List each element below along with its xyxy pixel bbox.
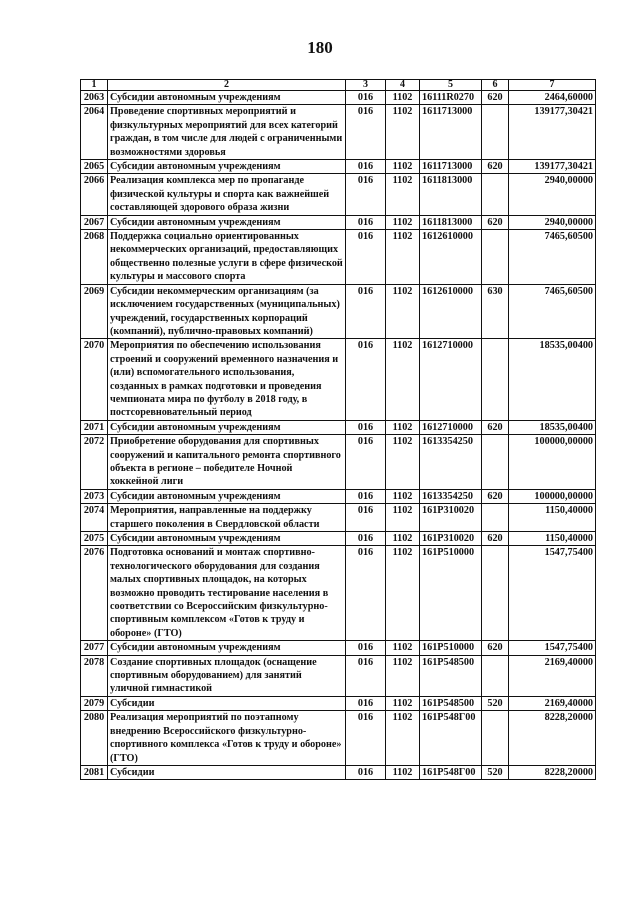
cell-c5: 161Р548Г00 bbox=[420, 711, 482, 766]
table-row bbox=[81, 215, 596, 229]
cell-c5: 1612710000 bbox=[420, 420, 482, 434]
cell-name: Субсидии автономным учреждениям bbox=[108, 532, 346, 546]
page-number: 180 bbox=[307, 38, 333, 57]
cell-c3: 016 bbox=[346, 489, 386, 503]
cell-num: 2081 bbox=[81, 765, 108, 779]
table-row bbox=[81, 532, 596, 546]
column-header: 4 bbox=[386, 80, 420, 91]
cell-c4: 1102 bbox=[386, 504, 420, 532]
column-header: 2 bbox=[108, 80, 346, 91]
cell-name: Проведение спортивных мероприятий и физкультурных мероприятий для всех категорий граждан, в том числе для людей с ограниченными возможностями здоровья bbox=[108, 105, 346, 160]
cell-c5: 161Р310020 bbox=[420, 532, 482, 546]
cell-c3: 016 bbox=[346, 230, 386, 285]
cell-name: Реализация комплекса мер по пропаганде физической культуры и спорта как важнейшей составляющей здорового образа жизни bbox=[108, 174, 346, 215]
cell-name: Субсидии автономным учреждениям bbox=[108, 641, 346, 655]
cell-name: Подготовка оснований и монтаж спортивно-технологического оборудования для создания малых спортивных площадок, на которых возможно проводить тестирование населения в соответствии со Всероссийским физкультурно-спортивным комплексом «Готов к труду и обороне» (ГТО) bbox=[108, 546, 346, 641]
cell-c3: 016 bbox=[346, 420, 386, 434]
column-header: 5 bbox=[420, 80, 482, 91]
table-row bbox=[81, 641, 596, 655]
cell-c5: 1611713000 bbox=[420, 105, 482, 160]
cell-c3: 016 bbox=[346, 765, 386, 779]
cell-c4: 1102 bbox=[386, 230, 420, 285]
cell-c6 bbox=[482, 711, 509, 766]
cell-c3: 016 bbox=[346, 435, 386, 490]
cell-c4: 1102 bbox=[386, 435, 420, 490]
cell-c5: 1612610000 bbox=[420, 230, 482, 285]
cell-c3: 016 bbox=[346, 284, 386, 339]
cell-sum: 1150,40000 bbox=[509, 504, 596, 532]
cell-num: 2065 bbox=[81, 160, 108, 174]
column-header: 7 bbox=[509, 80, 596, 91]
cell-c4: 1102 bbox=[386, 655, 420, 696]
column-header: 1 bbox=[81, 80, 108, 91]
cell-c5: 1613354250 bbox=[420, 489, 482, 503]
cell-num: 2071 bbox=[81, 420, 108, 434]
cell-c3: 016 bbox=[346, 160, 386, 174]
cell-c4: 1102 bbox=[386, 215, 420, 229]
cell-name: Поддержка социально ориентированных некоммерческих организаций, предоставляющих общественно полезные услуги в сфере физической культуры и массового спорта bbox=[108, 230, 346, 285]
table-row bbox=[81, 489, 596, 503]
cell-c3: 016 bbox=[346, 641, 386, 655]
cell-sum: 1547,75400 bbox=[509, 546, 596, 641]
cell-num: 2076 bbox=[81, 546, 108, 641]
table-row bbox=[81, 339, 596, 420]
cell-name: Мероприятия, направленные на поддержку старшего поколения в Свердловской области bbox=[108, 504, 346, 532]
cell-num: 2073 bbox=[81, 489, 108, 503]
cell-c6: 620 bbox=[482, 160, 509, 174]
cell-sum: 139177,30421 bbox=[509, 105, 596, 160]
cell-c3: 016 bbox=[346, 696, 386, 710]
cell-num: 2074 bbox=[81, 504, 108, 532]
cell-name: Субсидии автономным учреждениям bbox=[108, 160, 346, 174]
header-row bbox=[81, 80, 596, 91]
cell-c4: 1102 bbox=[386, 91, 420, 105]
cell-c6 bbox=[482, 230, 509, 285]
cell-sum: 1150,40000 bbox=[509, 532, 596, 546]
cell-c6 bbox=[482, 504, 509, 532]
cell-c6 bbox=[482, 546, 509, 641]
cell-num: 2069 bbox=[81, 284, 108, 339]
table-row bbox=[81, 284, 596, 339]
cell-sum: 8228,20000 bbox=[509, 765, 596, 779]
cell-c6 bbox=[482, 339, 509, 420]
cell-c4: 1102 bbox=[386, 284, 420, 339]
cell-c4: 1102 bbox=[386, 174, 420, 215]
cell-sum: 1547,75400 bbox=[509, 641, 596, 655]
cell-c5: 1611813000 bbox=[420, 215, 482, 229]
cell-name: Мероприятия по обеспечению использования строений и сооружений временного назначения и (или) вспомогательного использования, созданных в рамках подготовки и проведения чемпионата мира по футболу в 2018 году, в постсоревновательный период bbox=[108, 339, 346, 420]
cell-sum: 8228,20000 bbox=[509, 711, 596, 766]
column-header: 6 bbox=[482, 80, 509, 91]
cell-c4: 1102 bbox=[386, 711, 420, 766]
cell-c4: 1102 bbox=[386, 546, 420, 641]
cell-c3: 016 bbox=[346, 215, 386, 229]
cell-c6: 620 bbox=[482, 215, 509, 229]
cell-sum: 2940,00000 bbox=[509, 215, 596, 229]
cell-c4: 1102 bbox=[386, 489, 420, 503]
table-row bbox=[81, 230, 596, 285]
cell-c6: 630 bbox=[482, 284, 509, 339]
cell-c3: 016 bbox=[346, 339, 386, 420]
cell-name: Субсидии автономным учреждениям bbox=[108, 215, 346, 229]
cell-sum: 7465,60500 bbox=[509, 230, 596, 285]
table-row bbox=[81, 91, 596, 105]
cell-sum: 2169,40000 bbox=[509, 696, 596, 710]
column-header: 3 bbox=[346, 80, 386, 91]
cell-c4: 1102 bbox=[386, 765, 420, 779]
cell-sum: 100000,00000 bbox=[509, 435, 596, 490]
cell-c4: 1102 bbox=[386, 105, 420, 160]
cell-c5: 161Р310020 bbox=[420, 504, 482, 532]
cell-c3: 016 bbox=[346, 91, 386, 105]
cell-sum: 7465,60500 bbox=[509, 284, 596, 339]
cell-num: 2078 bbox=[81, 655, 108, 696]
cell-c4: 1102 bbox=[386, 696, 420, 710]
cell-c4: 1102 bbox=[386, 339, 420, 420]
cell-c3: 016 bbox=[346, 711, 386, 766]
budget-table bbox=[80, 79, 596, 780]
cell-c5: 161Р548500 bbox=[420, 655, 482, 696]
cell-name: Создание спортивных площадок (оснащение спортивным оборудованием) для занятий уличной гимнастикой bbox=[108, 655, 346, 696]
cell-num: 2072 bbox=[81, 435, 108, 490]
cell-c5: 1612610000 bbox=[420, 284, 482, 339]
cell-c3: 016 bbox=[346, 105, 386, 160]
cell-name: Субсидии некоммерческим организациям (за исключением государственных (муниципальных) учреждений, государственных корпораций (компаний), публично-правовых компаний) bbox=[108, 284, 346, 339]
table-row bbox=[81, 160, 596, 174]
cell-num: 2070 bbox=[81, 339, 108, 420]
cell-name: Субсидии автономным учреждениям bbox=[108, 489, 346, 503]
table-row bbox=[81, 504, 596, 532]
table-row bbox=[81, 696, 596, 710]
cell-num: 2066 bbox=[81, 174, 108, 215]
cell-num: 2064 bbox=[81, 105, 108, 160]
cell-c6 bbox=[482, 655, 509, 696]
cell-c6: 620 bbox=[482, 532, 509, 546]
cell-c6: 520 bbox=[482, 765, 509, 779]
cell-c5: 1613354250 bbox=[420, 435, 482, 490]
cell-c3: 016 bbox=[346, 174, 386, 215]
table-row bbox=[81, 105, 596, 160]
cell-name: Субсидии bbox=[108, 696, 346, 710]
cell-c5: 1611713000 bbox=[420, 160, 482, 174]
cell-sum: 2169,40000 bbox=[509, 655, 596, 696]
cell-c5: 1612710000 bbox=[420, 339, 482, 420]
cell-name: Субсидии автономным учреждениям bbox=[108, 91, 346, 105]
cell-c6 bbox=[482, 435, 509, 490]
cell-c3: 016 bbox=[346, 546, 386, 641]
cell-c4: 1102 bbox=[386, 641, 420, 655]
cell-c6: 520 bbox=[482, 696, 509, 710]
cell-c5: 16111R0270 bbox=[420, 91, 482, 105]
cell-c6 bbox=[482, 105, 509, 160]
cell-num: 2079 bbox=[81, 696, 108, 710]
cell-c3: 016 bbox=[346, 532, 386, 546]
cell-num: 2063 bbox=[81, 91, 108, 105]
table-body bbox=[81, 91, 596, 780]
cell-sum: 18535,00400 bbox=[509, 339, 596, 420]
cell-num: 2080 bbox=[81, 711, 108, 766]
cell-sum: 100000,00000 bbox=[509, 489, 596, 503]
cell-c6: 620 bbox=[482, 489, 509, 503]
cell-sum: 2940,00000 bbox=[509, 174, 596, 215]
cell-sum: 2464,60000 bbox=[509, 91, 596, 105]
cell-c6 bbox=[482, 174, 509, 215]
cell-c4: 1102 bbox=[386, 160, 420, 174]
cell-c4: 1102 bbox=[386, 532, 420, 546]
table-row bbox=[81, 435, 596, 490]
cell-name: Субсидии автономным учреждениям bbox=[108, 420, 346, 434]
cell-sum: 139177,30421 bbox=[509, 160, 596, 174]
cell-c6: 620 bbox=[482, 641, 509, 655]
table-row bbox=[81, 546, 596, 641]
table-row bbox=[81, 655, 596, 696]
cell-num: 2067 bbox=[81, 215, 108, 229]
cell-name: Субсидии bbox=[108, 765, 346, 779]
cell-num: 2077 bbox=[81, 641, 108, 655]
table-row bbox=[81, 174, 596, 215]
cell-c5: 161Р510000 bbox=[420, 546, 482, 641]
cell-sum: 18535,00400 bbox=[509, 420, 596, 434]
cell-c5: 161Р548500 bbox=[420, 696, 482, 710]
cell-c3: 016 bbox=[346, 655, 386, 696]
cell-c6: 620 bbox=[482, 420, 509, 434]
table-row bbox=[81, 420, 596, 434]
cell-num: 2075 bbox=[81, 532, 108, 546]
table-row bbox=[81, 711, 596, 766]
table-row bbox=[81, 765, 596, 779]
cell-name: Реализация мероприятий по поэтапному внедрению Всероссийского физкультурно-спортивного комплекса «Готов к труду и обороне» (ГТО) bbox=[108, 711, 346, 766]
cell-c5: 161Р510000 bbox=[420, 641, 482, 655]
cell-c6: 620 bbox=[482, 91, 509, 105]
cell-name: Приобретение оборудования для спортивных сооружений и капитального ремонта спортивного объекта в регионе – победителе Ночной хоккейной лиги bbox=[108, 435, 346, 490]
cell-num: 2068 bbox=[81, 230, 108, 285]
cell-c5: 161Р548Г00 bbox=[420, 765, 482, 779]
cell-c3: 016 bbox=[346, 504, 386, 532]
cell-c4: 1102 bbox=[386, 420, 420, 434]
cell-c5: 1611813000 bbox=[420, 174, 482, 215]
